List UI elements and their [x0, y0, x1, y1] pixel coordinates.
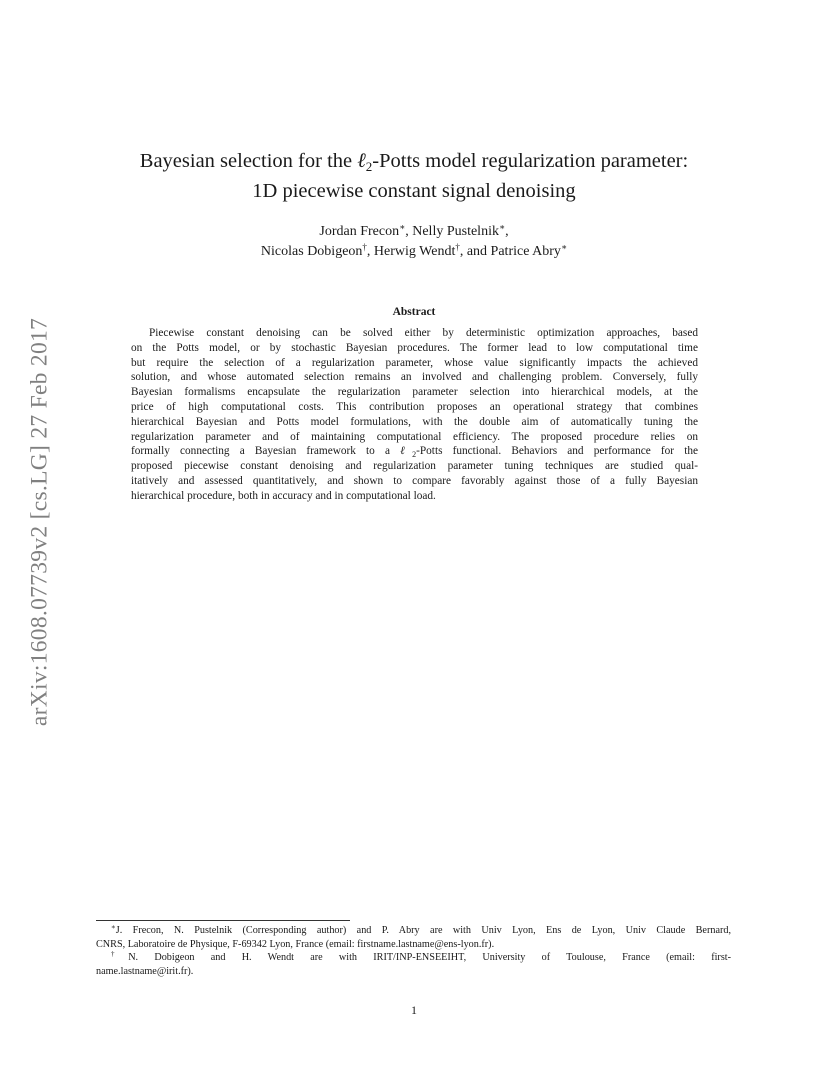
author-line-1: [0, 222, 828, 242]
footnote-2-line-1: [96, 951, 731, 965]
author-name: , and Patrice Abry: [459, 244, 561, 259]
arxiv-identifier-stamp: arXiv:1608.07739v2 [cs.LG] 27 Feb 2017: [26, 317, 53, 727]
footnote-mark: ∗: [111, 923, 116, 931]
affiliation-mark: ∗: [399, 222, 406, 232]
footnote-divider: [96, 920, 350, 921]
author-name: , Herwig Wendt: [366, 244, 456, 259]
footnote-text: J. Frecon, N. Pustelnik (Corresponding author) and P. Abry are with Univ Lyon, Ens de Lyon, Univ Claude Bernard,: [115, 925, 731, 936]
title-line-2: 1D piecewise constant signal denoising: [252, 180, 576, 202]
abstract-line: solution, and whose automated selection remains an involved and challenging problem. Conversely, fully: [131, 371, 698, 384]
title-line-1: [0, 147, 828, 177]
footnotes: [96, 924, 731, 978]
abstract-line: hierarchical Bayesian and Potts model formulations, with the double aim of automatically tuning the: [131, 415, 698, 428]
abstract-line: price of high computational costs. This contribution proposes an operational strategy that combines: [131, 400, 698, 413]
title-text: Bayesian selection for the: [139, 150, 358, 172]
author-line-2: [0, 242, 828, 262]
affiliation-mark: ∗: [560, 242, 568, 252]
abstract-line: hierarchical procedure, both in accuracy and in computational load.: [131, 489, 436, 502]
abstract-text: -Potts functional. Behaviors and performance for the: [416, 445, 698, 458]
abstract-body: [131, 326, 698, 504]
footnote-2-line-2: name.lastname@irit.fr).: [96, 965, 194, 977]
affiliation-mark: †: [455, 242, 460, 252]
author-name: , Nelly Pustelnik: [405, 224, 499, 239]
footnote-mark: †: [111, 950, 129, 958]
author-name: Nicolas Dobigeon: [260, 244, 363, 259]
paper-title: [0, 147, 828, 206]
abstract-line: regularization parameter and of maintaining computational efficiency. The proposed procedure relies on: [131, 430, 698, 443]
footnote-text: N. Dobigeon and H. Wendt are with IRIT/INP-ENSEEIHT, University of Toulouse, France (email: first-: [128, 952, 732, 963]
abstract-line: [131, 444, 698, 459]
page-number: 1: [411, 1003, 417, 1017]
abstract-heading: Abstract: [392, 306, 436, 318]
affiliation-mark: ∗: [498, 222, 506, 232]
abstract-line: on the Potts model, or by stochastic Bayesian procedures. The former lead to low computational time: [131, 341, 698, 354]
abstract-subscript: 2: [412, 450, 417, 460]
abstract-line: itatively and assessed quantitatively, and shown to compare favorably against those of a fully Bayesian: [131, 474, 698, 487]
abstract-line: proposed piecewise constant denoising and regularization parameter tuning techniques are studied qual-: [131, 460, 698, 473]
abstract-text: formally connecting a Bayesian framework to a: [131, 445, 401, 458]
footnote-1-line-1: [96, 924, 731, 938]
abstract-line: Piecewise constant denoising can be solved either by deterministic optimization approaches, based: [149, 327, 698, 339]
author-name: Jordan Frecon: [319, 224, 400, 239]
author-list: [0, 222, 828, 262]
abstract-ell-symbol: ℓ: [400, 445, 413, 458]
abstract-line: Bayesian formalisms encapsulate the regularization parameter selection into hierarchical models, at the: [131, 386, 698, 399]
footnote-1-line-2: CNRS, Laboratoire de Physique, F-69342 Lyon, France (email: firstname.lastname@ens-lyon.fr).: [96, 938, 495, 950]
affiliation-mark: †: [362, 242, 367, 252]
title-subscript: 2: [365, 159, 373, 174]
author-separator: ,: [505, 224, 509, 239]
title-text: -Potts model regularization parameter:: [372, 150, 689, 172]
title-ell-symbol: ℓ: [357, 150, 366, 172]
abstract-line: but require the selection of a regularization parameter, whose value significantly impacts the achieved: [131, 356, 698, 369]
